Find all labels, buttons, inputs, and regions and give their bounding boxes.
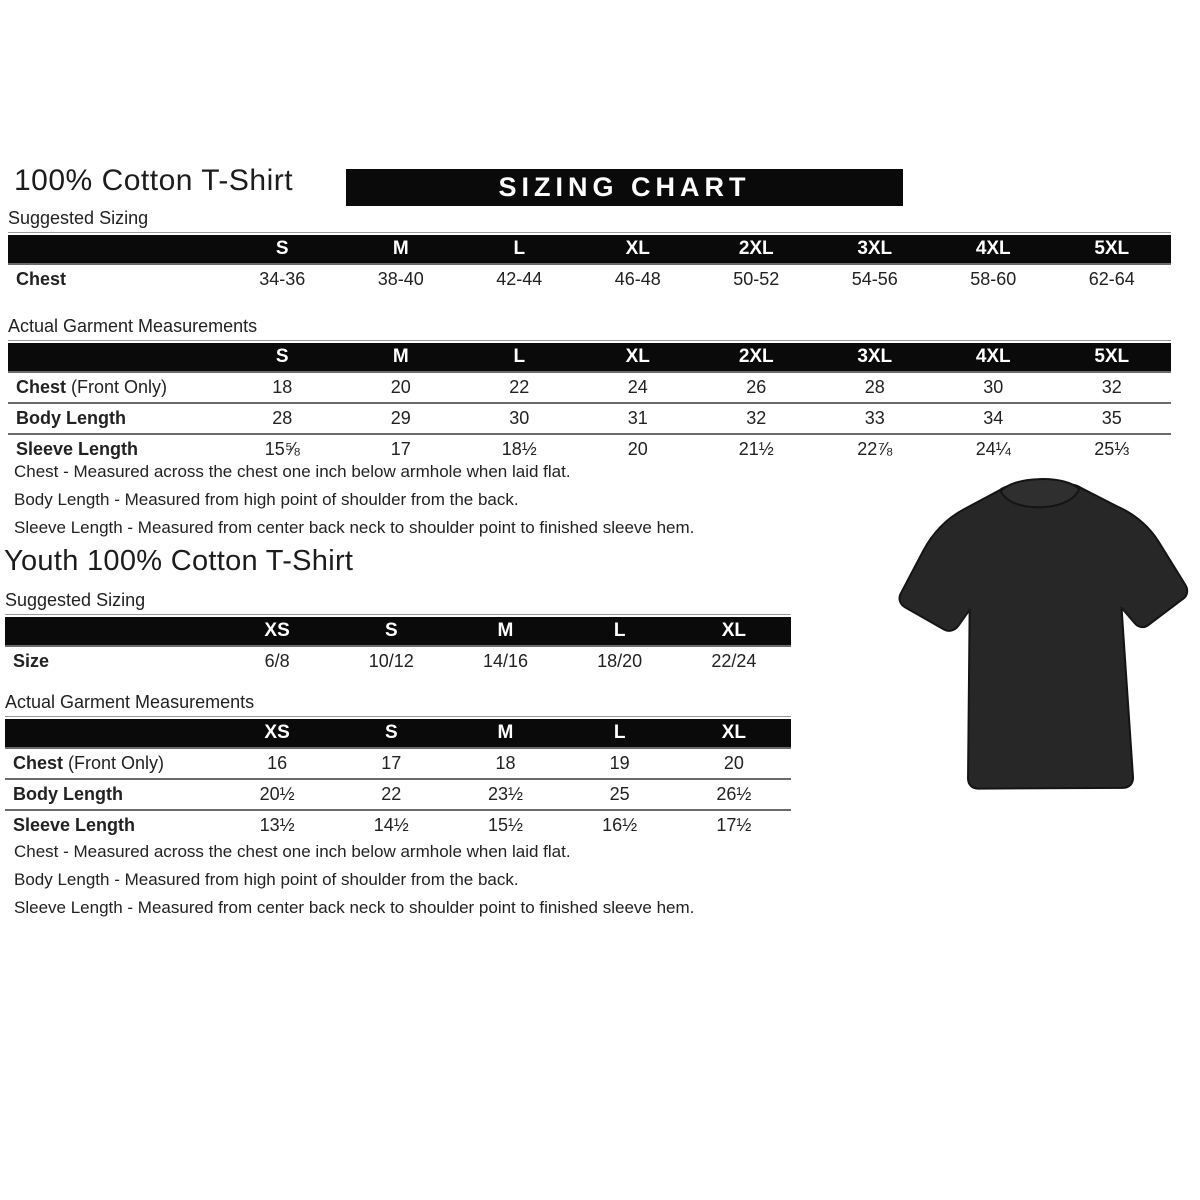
youth-suggested-table-column-header-xs: XS <box>220 617 334 646</box>
adult-note-chest: Chest - Measured across the chest one inch below armhole when laid flat. <box>14 462 571 481</box>
youth-suggested-table-column-header-m: M <box>448 617 562 646</box>
youth-measurements-table-row-label: Chest (Front Only) <box>5 748 220 779</box>
youth-measurements-table-row <box>5 810 791 840</box>
adult-suggested-table-cell: 58-60 <box>934 264 1053 294</box>
youth-measurements-table-row <box>5 748 791 779</box>
youth-note-chest: Chest - Measured across the chest one inch below armhole when laid flat. <box>14 842 571 861</box>
youth-measurements-table-column-header-m: M <box>448 719 562 748</box>
youth-measurements-table-cell: 15½ <box>448 810 562 840</box>
adult-measurements-table-cell: 15⅝ <box>223 434 342 464</box>
youth-suggested-table <box>5 617 791 676</box>
adult-measurements-table-cell: 20 <box>342 372 461 403</box>
adult-measurements-table-cell: 17 <box>342 434 461 464</box>
youth-measurements-table-cell: 19 <box>563 748 677 779</box>
adult-measurements-table-cell: 26 <box>697 372 816 403</box>
youth-measurements-table-cell: 14½ <box>334 810 448 840</box>
adult-notes <box>14 458 834 542</box>
adult-measurements-table-cell: 20 <box>579 434 698 464</box>
tshirt-graphic <box>889 470 1200 818</box>
youth-measurements-table-cell: 23½ <box>448 779 562 810</box>
youth-suggested-table-column-header-s: S <box>334 617 448 646</box>
adult-measurements-table-column-header-4xl: 4XL <box>934 343 1053 372</box>
youth-suggested-table-cell: 18/20 <box>563 646 677 676</box>
adult-suggested-table <box>8 235 1171 294</box>
youth-measurements-label: Actual Garment Measurements <box>5 692 791 717</box>
youth-suggested-table-column-header-xl: XL <box>677 617 791 646</box>
adult-measurements-table-cell: 29 <box>342 403 461 434</box>
adult-measurements-table <box>8 343 1171 464</box>
adult-measurements-table-column-header-m: M <box>342 343 461 372</box>
adult-suggested-table-row <box>8 264 1171 294</box>
youth-note-sleeve-length: Sleeve Length - Measured from center back neck to shoulder point to finished sleeve hem. <box>14 898 695 917</box>
youth-suggested-table-cell: 22/24 <box>677 646 791 676</box>
page-title: 100% Cotton T-Shirt <box>14 164 294 197</box>
adult-measurements-table-cell: 18½ <box>460 434 579 464</box>
adult-suggested-table-column-header-l: L <box>460 235 579 264</box>
youth-measurements-table-cell: 22 <box>334 779 448 810</box>
adult-measurements-table-column-header-l: L <box>460 343 579 372</box>
youth-title: Youth 100% Cotton T-Shirt <box>4 545 354 577</box>
youth-measurements-table-column-header-l: L <box>563 719 677 748</box>
tshirt-body <box>897 480 1193 793</box>
youth-suggested-table-column-header-l: L <box>563 617 677 646</box>
adult-measurements-label: Actual Garment Measurements <box>8 316 1171 341</box>
adult-suggested-table-cell: 62-64 <box>1053 264 1172 294</box>
adult-measurements-table-column-header-s: S <box>223 343 342 372</box>
adult-measurements-table-cell: 22 <box>460 372 579 403</box>
youth-measurements-table-row <box>5 779 791 810</box>
youth-measurements-table-cell: 13½ <box>220 810 334 840</box>
adult-suggested-table-cell: 34-36 <box>223 264 342 294</box>
youth-measurements-table-header-spacer <box>5 719 220 748</box>
youth-measurements-table-row-label: Sleeve Length <box>5 810 220 840</box>
adult-measurements-table-cell: 21½ <box>697 434 816 464</box>
youth-measurements-table-cell: 16 <box>220 748 334 779</box>
youth-suggested-label: Suggested Sizing <box>5 590 791 615</box>
adult-measurements-table-cell: 18 <box>223 372 342 403</box>
adult-note-body-length: Body Length - Measured from high point of shoulder from the back. <box>14 490 519 509</box>
adult-measurements-table-header-spacer <box>8 343 223 372</box>
adult-measurements-table-cell: 30 <box>460 403 579 434</box>
adult-measurements-table-row <box>8 372 1171 403</box>
adult-measurements-section <box>8 316 1171 464</box>
tshirt-image <box>889 470 1200 818</box>
adult-measurements-table-cell: 33 <box>816 403 935 434</box>
youth-suggested-table-cell: 14/16 <box>448 646 562 676</box>
youth-measurements-table-cell: 18 <box>448 748 562 779</box>
youth-measurements-table-cell: 17 <box>334 748 448 779</box>
youth-measurements-table-cell: 20½ <box>220 779 334 810</box>
adult-suggested-table-cell: 54-56 <box>816 264 935 294</box>
youth-measurements-table-row-label: Body Length <box>5 779 220 810</box>
youth-suggested-table-row-label: Size <box>5 646 220 676</box>
adult-measurements-table-column-header-5xl: 5XL <box>1053 343 1172 372</box>
adult-measurements-table-header-row <box>8 343 1171 372</box>
youth-measurements-table-cell: 17½ <box>677 810 791 840</box>
adult-suggested-label: Suggested Sizing <box>8 208 1171 233</box>
adult-measurements-table-row <box>8 403 1171 434</box>
adult-suggested-table-header-spacer <box>8 235 223 264</box>
adult-measurements-table-column-header-2xl: 2XL <box>697 343 816 372</box>
adult-suggested-table-column-header-5xl: 5XL <box>1053 235 1172 264</box>
adult-suggested-table-cell: 46-48 <box>579 264 698 294</box>
youth-suggested-table-row <box>5 646 791 676</box>
sizing-chart-banner-text: SIZING CHART <box>498 172 751 202</box>
adult-suggested-table-cell: 50-52 <box>697 264 816 294</box>
adult-measurements-table-row-label: Chest (Front Only) <box>8 372 223 403</box>
adult-measurements-table-row-label: Body Length <box>8 403 223 434</box>
sizing-chart-banner <box>346 169 903 206</box>
youth-measurements-table-cell: 25 <box>563 779 677 810</box>
youth-suggested-table-cell: 6/8 <box>220 646 334 676</box>
adult-measurements-table-row-label: Sleeve Length <box>8 434 223 464</box>
youth-measurements-table-header-row <box>5 719 791 748</box>
adult-suggested-table-column-header-xl: XL <box>579 235 698 264</box>
adult-suggested-table-cell: 38-40 <box>342 264 461 294</box>
youth-measurements-table-column-header-s: S <box>334 719 448 748</box>
youth-notes <box>14 838 834 922</box>
youth-note-body-length: Body Length - Measured from high point of shoulder from the back. <box>14 870 519 889</box>
youth-measurements-section <box>5 692 791 840</box>
adult-suggested-table-row-label: Chest <box>8 264 223 294</box>
adult-suggested-table-column-header-m: M <box>342 235 461 264</box>
adult-measurements-table-column-header-xl: XL <box>579 343 698 372</box>
adult-measurements-table-cell: 31 <box>579 403 698 434</box>
adult-suggested-table-header-row <box>8 235 1171 264</box>
adult-measurements-table-cell: 28 <box>816 372 935 403</box>
adult-note-sleeve-length: Sleeve Length - Measured from center back neck to shoulder point to finished sleeve hem. <box>14 518 695 537</box>
youth-measurements-table-column-header-xl: XL <box>677 719 791 748</box>
adult-measurements-table-cell: 25⅓ <box>1053 434 1172 464</box>
adult-suggested-table-column-header-4xl: 4XL <box>934 235 1053 264</box>
adult-measurements-table-cell: 32 <box>697 403 816 434</box>
adult-suggested-table-column-header-3xl: 3XL <box>816 235 935 264</box>
youth-suggested-table-header-spacer <box>5 617 220 646</box>
adult-suggested-table-column-header-s: S <box>223 235 342 264</box>
youth-suggested-section <box>5 590 791 676</box>
adult-measurements-table-cell: 30 <box>934 372 1053 403</box>
youth-suggested-table-cell: 10/12 <box>334 646 448 676</box>
adult-measurements-table-cell: 35 <box>1053 403 1172 434</box>
adult-suggested-section <box>8 208 1171 294</box>
adult-measurements-table-cell: 34 <box>934 403 1053 434</box>
adult-suggested-table-cell: 42-44 <box>460 264 579 294</box>
youth-measurements-table-cell: 20 <box>677 748 791 779</box>
adult-measurements-table-cell: 24 <box>579 372 698 403</box>
adult-measurements-table-cell: 24¼ <box>934 434 1053 464</box>
youth-suggested-table-header-row <box>5 617 791 646</box>
adult-measurements-table-column-header-3xl: 3XL <box>816 343 935 372</box>
adult-measurements-table-cell: 32 <box>1053 372 1172 403</box>
adult-measurements-table-cell: 22⅞ <box>816 434 935 464</box>
adult-measurements-table-cell: 28 <box>223 403 342 434</box>
youth-measurements-table <box>5 719 791 840</box>
youth-measurements-table-column-header-xs: XS <box>220 719 334 748</box>
youth-measurements-table-cell: 16½ <box>563 810 677 840</box>
youth-measurements-table-cell: 26½ <box>677 779 791 810</box>
adult-suggested-table-column-header-2xl: 2XL <box>697 235 816 264</box>
